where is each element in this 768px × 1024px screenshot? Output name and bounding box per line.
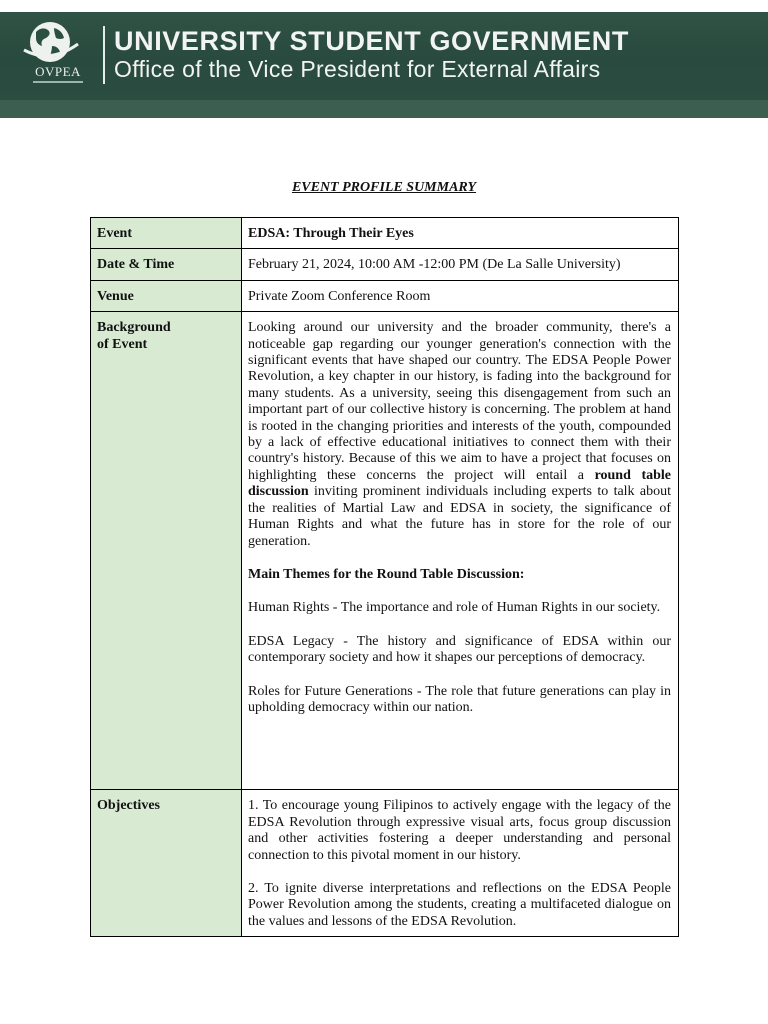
objectives-label: Objectives bbox=[91, 790, 242, 937]
header-title: UNIVERSITY STUDENT GOVERNMENT bbox=[114, 26, 629, 56]
theme-human-rights: Human Rights - The importance and role of Human Rights in our society. bbox=[248, 600, 661, 616]
document-title: EVENT PROFILE SUMMARY bbox=[291, 180, 477, 195]
globe-icon bbox=[22, 20, 92, 96]
theme-future-generations: Roles for Future Generations - The role that future generations can play in upholding democracy within our nation. bbox=[248, 683, 671, 715]
logo-text: OVPEA bbox=[35, 64, 81, 79]
round-table-emphasis: round table discussion bbox=[248, 467, 671, 500]
event-profile-table bbox=[90, 217, 679, 937]
table-row bbox=[91, 280, 679, 311]
objectives-value bbox=[242, 790, 679, 937]
datetime-value: February 21, 2024, 10:00 AM -12:00 PM (De La Salle University) bbox=[242, 249, 679, 280]
background-value bbox=[242, 312, 679, 790]
background-text-a: Looking around our university and the broader community, there's a noticeable gap regarding our younger generation's connection with the significant events that have shaped our country. The EDSA People Power Revolution, a key chapter in our history, is fading into the background for many students. As a university, seeing this disengagement from such an important part of our collective history is concerning. The problem at hand is rooted in the changing priorities and interests of the youth, compounded by a lack of effective educational initiatives to connect them with their country's history. Because of this we aim to have a project that focuses on highlighting these concerns the project will entail a bbox=[248, 320, 671, 483]
table-row bbox=[91, 790, 679, 937]
background-text-b: inviting prominent individuals including experts to talk about the realities of Martial Law and EDSA in society, the significance of Human Rights and what the future has in store for the role of our generation. bbox=[248, 484, 671, 549]
logo-underline bbox=[33, 81, 83, 83]
themes-heading: Main Themes for the Round Table Discussion: bbox=[248, 566, 525, 582]
event-label: Event bbox=[91, 218, 242, 249]
table-row bbox=[91, 249, 679, 280]
venue-label: Venue bbox=[91, 280, 242, 311]
header-divider bbox=[103, 26, 105, 84]
header-subtitle: Office of the Vice President for External Affairs bbox=[114, 56, 601, 82]
table-row bbox=[91, 312, 679, 790]
background-paragraph bbox=[248, 320, 671, 550]
venue-value: Private Zoom Conference Room bbox=[242, 280, 679, 311]
event-value: EDSA: Through Their Eyes bbox=[242, 218, 679, 249]
header-banner bbox=[0, 12, 768, 118]
background-label-line1: Background bbox=[97, 320, 171, 336]
banner-bottom-band bbox=[0, 100, 768, 118]
objective-item-2: 2. To ignite diverse interpretations and reflections on the EDSA People Power Revolution among the students, creating a multifaceted dialogue on the values and lessons of the EDSA Revolution. bbox=[248, 880, 671, 929]
objective-item-1: 1. To encourage young Filipinos to actively engage with the legacy of the EDSA Revolution through expressive visual arts, focus group discussion and other activities fostering a deeper understanding and personal connection to this pivotal moment in our history. bbox=[248, 798, 671, 863]
background-spacer bbox=[248, 733, 671, 783]
background-label bbox=[91, 312, 242, 790]
theme-edsa-legacy: EDSA Legacy - The history and significance of EDSA within our contemporary society and how it shapes our perceptions of democracy. bbox=[248, 633, 671, 666]
datetime-label: Date & Time bbox=[91, 249, 242, 280]
table-row bbox=[91, 218, 679, 249]
background-label-line2: of Event bbox=[97, 336, 148, 352]
